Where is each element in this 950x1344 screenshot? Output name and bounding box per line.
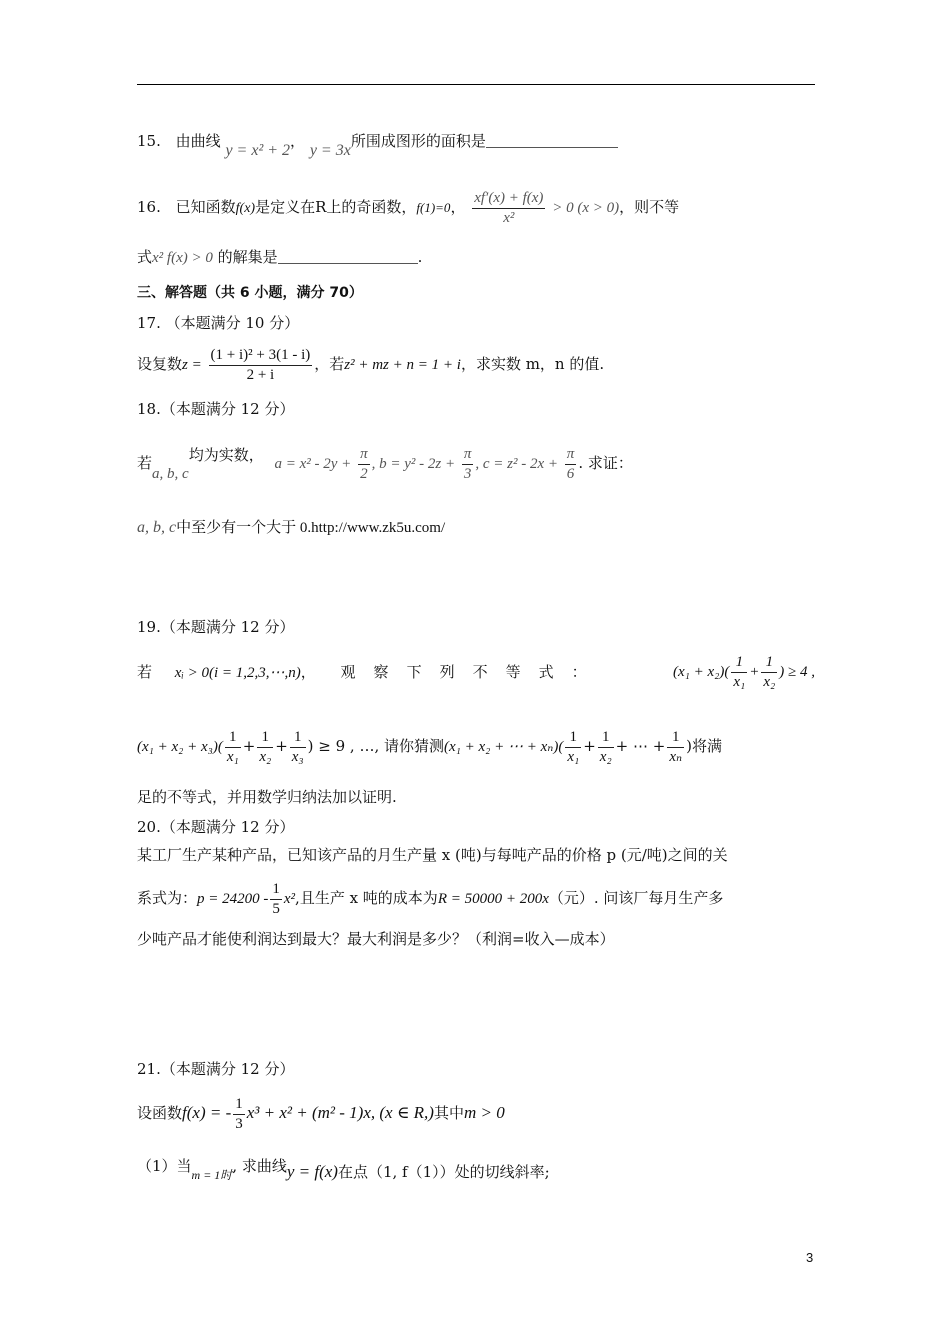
q19-w3: 下 xyxy=(406,663,422,681)
q18-c-den: 6 xyxy=(566,465,575,482)
q17-header: 17. （本题满分 10 分） xyxy=(137,314,300,332)
q18-a-eq: a = x² - 2y + xyxy=(274,456,352,472)
q19-w5: 不 xyxy=(472,663,488,681)
q17-condition: z² + mz + n = 1 + i xyxy=(344,357,461,373)
q19-w8: ： xyxy=(571,663,587,681)
q19-ineq3-right: )将满 xyxy=(686,737,722,755)
q18-b-eq: , b = y² - 2z + xyxy=(371,456,456,472)
q20-frac-num: 1 xyxy=(270,880,282,900)
q16-answer-blank xyxy=(278,249,418,264)
q18-text3: . 求证： xyxy=(578,454,633,472)
q16-fraction xyxy=(472,189,545,228)
q16-line2-prefix: 式 xyxy=(137,248,153,266)
q19-w6: 等 xyxy=(505,663,521,681)
q18-c-frac xyxy=(565,445,577,484)
question-16-line2 xyxy=(137,246,422,269)
q19-ineq2-f3d: x₃ xyxy=(291,748,304,765)
q19-ineq2-f2n: 1 xyxy=(257,728,273,748)
q19-ineq3-frac3 xyxy=(667,728,684,767)
q20-frac-den: 5 xyxy=(272,900,280,917)
question-18 xyxy=(137,440,633,487)
q21-header: 21.（本题满分 12 分） xyxy=(137,1060,295,1078)
q19-ineq2-f2d: x₂ xyxy=(259,748,272,765)
question-20-line2 xyxy=(137,876,723,921)
q18-b-num: π xyxy=(462,445,474,465)
q16-text2: 是定义在R上的奇函数， xyxy=(255,198,417,216)
q19-ineq3-frac2 xyxy=(598,728,614,767)
question-21-part1 xyxy=(137,1152,550,1181)
q20-line3: 少吨产品才能使利润达到最大？最大利润是多少？（利润=收入—成本） xyxy=(137,930,615,948)
q19-ineq1-right: ) ≥ 4 , xyxy=(779,664,815,680)
question-15 xyxy=(137,130,618,159)
q19-spread-text xyxy=(341,663,605,681)
q16-number: 16. xyxy=(137,198,161,216)
q18-header: 18.（本题满分 12 分） xyxy=(137,400,295,418)
q21-p1-m: m = 1时 xyxy=(191,1168,233,1182)
q19-ineq1-f1d: x₁ xyxy=(733,674,746,691)
q19-line3: 足的不等式，并用数学归纳法加以证明. xyxy=(137,788,397,806)
q19-ineq3-f1n: 1 xyxy=(565,728,581,748)
q19-ineq2-right: ) ≥ 9 , …, 请你猜测 xyxy=(307,737,444,755)
q20-line2-a: 系式为： xyxy=(137,889,198,907)
q21-p1-a: （1）当 xyxy=(137,1157,192,1175)
q20-price-tail: x² xyxy=(283,891,296,907)
q17-z-eq: z = xyxy=(182,357,202,373)
q19-comma: ， xyxy=(300,663,316,681)
q21-p1-c: 在点（1, f（1））处的切线斜率; xyxy=(337,1163,550,1181)
question-18-line2 xyxy=(137,516,445,539)
q19-ineq1-f2d: x₂ xyxy=(763,674,776,691)
question-21 xyxy=(137,1090,505,1136)
q17-text3: ，求实数 m，n 的值. xyxy=(460,355,605,373)
q18-b-den: 3 xyxy=(463,465,472,482)
q15-suffix: 所围成图形的面积是 xyxy=(350,132,486,150)
q15-number: 15. xyxy=(137,132,161,150)
q18-line2-vars: a, b, c xyxy=(137,519,177,536)
question-19-line1 xyxy=(137,650,815,695)
q19-ineq2-frac2 xyxy=(257,728,273,767)
q19-ruo: 若 xyxy=(137,663,153,681)
q16-line2-suffix: 的解集是 xyxy=(217,248,278,266)
q16-dot: . xyxy=(417,248,423,266)
question-16 xyxy=(137,184,679,232)
q19-ineq2-left: (x₁ + x₂ + x₃)( xyxy=(137,739,223,755)
q20-line2-c: （元）. 问该厂每月生产多 xyxy=(548,889,724,907)
q16-text3: ，则不等 xyxy=(619,198,680,216)
q18-a-num: π xyxy=(358,445,370,465)
q21-f-eq: f(x) = - xyxy=(182,1103,232,1122)
q19-ineq2-f3n: 1 xyxy=(290,728,306,748)
q21-f-tail: x³ + x² + (m² - 1)x, (x ∈ R,) xyxy=(246,1103,434,1122)
q16-condition: > 0 (x > 0) xyxy=(552,200,620,216)
q19-ineq1-plus: + xyxy=(749,664,760,680)
q19-ineq3-f2n: 1 xyxy=(598,728,614,748)
q18-text2: 均为实数， xyxy=(188,446,264,464)
q16-text1: 已知函数 xyxy=(175,198,236,216)
q16-frac-numerator: xf′(x) + f(x) xyxy=(472,189,545,209)
q18-a-den: 2 xyxy=(360,465,368,482)
question-17 xyxy=(137,342,604,387)
q19-ineq2-f1n: 1 xyxy=(225,728,241,748)
page-number: 3 xyxy=(806,1250,814,1265)
q19-ineq3-f3n: 1 xyxy=(667,728,684,748)
q21-cond: m > 0 xyxy=(463,1103,505,1122)
q17-frac-denominator: 2 + i xyxy=(246,366,275,383)
q18-c-num: π xyxy=(565,445,577,465)
q19-condition: xᵢ > 0(i = 1,2,3,⋯,n) xyxy=(174,665,301,681)
q21-frac xyxy=(233,1095,245,1134)
q16-f1: f(1)=0 xyxy=(416,200,451,215)
q20-header: 20.（本题满分 12 分） xyxy=(137,818,295,836)
q17-fraction xyxy=(209,346,313,385)
q19-w1: 观 xyxy=(340,663,356,681)
q17-text1: 设复数 xyxy=(137,355,183,373)
q19-ineq3-mid: + ⋯ + xyxy=(615,737,666,755)
q16-comma: ， xyxy=(450,198,466,216)
q19-ineq3-left: (x₁ + x₂ + ⋯ + xₙ)( xyxy=(443,739,564,755)
q19-ineq1-frac2 xyxy=(761,653,777,692)
q19-ineq1-frac1 xyxy=(731,653,747,692)
q19-ineq3-f1d: x₁ xyxy=(567,748,580,765)
q17-frac-numerator: (1 + i)² + 3(1 - i) xyxy=(209,346,313,366)
q19-header: 19.（本题满分 12 分） xyxy=(137,618,295,636)
q15-prefix: 由曲线 xyxy=(175,132,221,150)
q19-ineq1-f1n: 1 xyxy=(731,653,747,673)
q20-price-eq: p = 24200 - xyxy=(197,891,269,907)
q18-c-eq: , c = z² - 2x + xyxy=(475,456,559,472)
q19-ineq3-f3d: xₙ xyxy=(669,748,683,765)
q20-line1: 某工厂生产某种产品，已知该产品的月生产量 x (吨)与每吨产品的价格 p (元/吨)之间的关 xyxy=(137,846,728,864)
q19-ineq3-f2d: x₂ xyxy=(599,748,612,765)
q16-inequality: x² f(x) > 0 xyxy=(152,250,213,266)
q18-a-frac xyxy=(358,445,370,484)
q21-p1-curve: y = f(x) xyxy=(286,1162,338,1181)
q18-vars: a, b, c xyxy=(152,466,189,482)
q21-frac-den: 3 xyxy=(235,1115,243,1132)
q20-frac xyxy=(270,880,282,919)
q18-text1: 若 xyxy=(137,454,153,472)
q16-frac-denominator: x² xyxy=(503,209,515,226)
q19-ineq1 xyxy=(673,650,815,694)
q21-text2: 其中 xyxy=(433,1104,464,1122)
q19-ineq1-f2n: 1 xyxy=(761,653,777,673)
q19-ineq2-frac3 xyxy=(290,728,306,767)
q19-w2: 察 xyxy=(373,663,389,681)
q19-ineq3-frac1 xyxy=(565,728,581,767)
q17-text2: ，若 xyxy=(314,355,345,373)
section-3-title: 三、解答题（共 6 小题，满分 70） xyxy=(137,285,363,301)
q15-answer-blank xyxy=(486,133,618,148)
q15-curve2: y = 3x xyxy=(309,142,351,159)
q18-line2-text: 中至少有一个大于 0.http://www.zk5u.com/ xyxy=(176,520,446,536)
q15-curve1: y = x² + 2 xyxy=(225,142,291,159)
q15-sep: ， xyxy=(290,132,306,150)
header-rule xyxy=(137,84,815,85)
q18-b-frac xyxy=(462,445,474,484)
q19-w4: 列 xyxy=(439,663,455,681)
q19-ineq1-left: (x₁ + x₂)( xyxy=(673,664,730,680)
q21-frac-num: 1 xyxy=(233,1095,245,1115)
q19-ineq2-f1d: x₁ xyxy=(226,748,239,765)
q16-fx: f(x) xyxy=(235,201,256,216)
q21-p1-b: , 求曲线 xyxy=(232,1157,287,1175)
question-19-line2: (x₁ + x₂ + x₃)( $\frac{1}{\text{x₁}}$ + $\frac{1}{\text{x₂}}$ + $\frac{1}{\text{x₃}}$ ) ≥ 9 , …, 请你猜测(x₁ + x₂ + ⋯ + xₙ)( $\frac{1}{\text{x₁}}$ + $\frac{1}{\text{x₂}}$ + ⋯ + $\frac{1}{\text{xₙ}}$ )将满 xyxy=(137,728,722,765)
q20-line2-b: ,且生产 x 吨的成本为 xyxy=(295,889,438,907)
q19-w7: 式 xyxy=(538,663,554,681)
q19-ineq2-frac1 xyxy=(225,728,241,767)
q20-cost: R = 50000 + 200x xyxy=(437,891,549,907)
q21-text1: 设函数 xyxy=(137,1104,183,1122)
